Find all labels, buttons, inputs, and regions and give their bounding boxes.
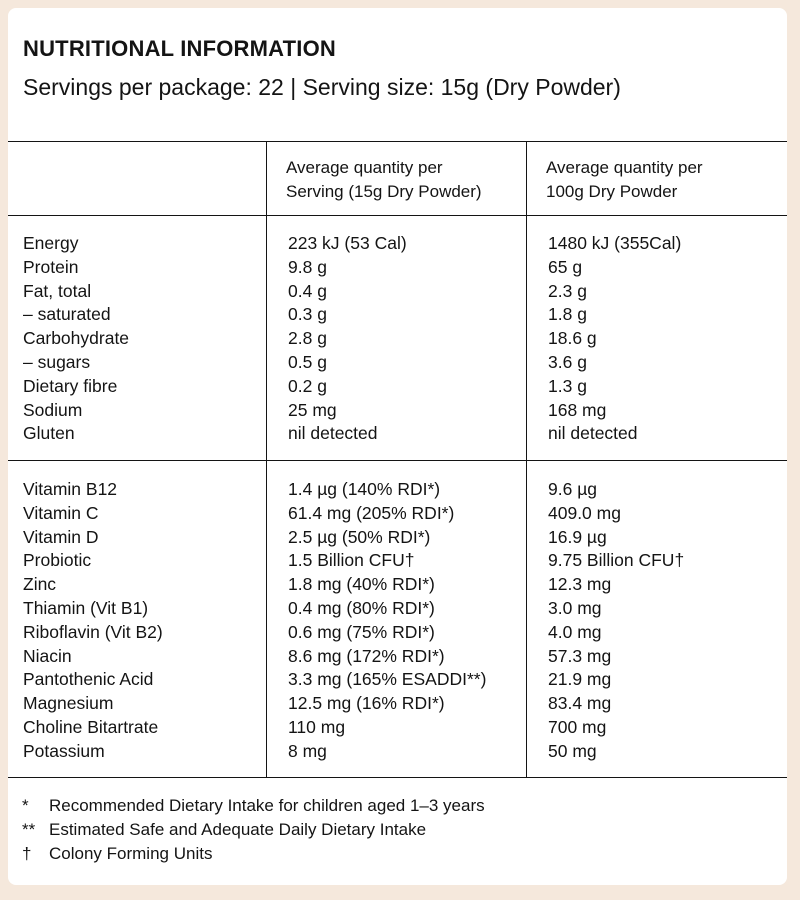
- per-serving-value: 0.5 g: [288, 351, 327, 372]
- per-100g-value: 3.0 mg: [548, 597, 602, 618]
- per-100g-value: 2.3 g: [548, 280, 587, 301]
- nutrient-name: Potassium: [23, 740, 105, 761]
- per-serving-value: 1.5 Billion CFU†: [288, 550, 415, 571]
- nutrient-name: – sugars: [23, 351, 91, 372]
- nutrient-name: Dietary fibre: [23, 375, 118, 396]
- per-100g-value: 409.0 mg: [548, 502, 621, 523]
- nutrient-name: Fat, total: [23, 280, 92, 301]
- nutrient-name: Gluten: [23, 423, 75, 444]
- micronutrient-names: [23, 478, 163, 764]
- per-100g-value: 4.0 mg: [548, 621, 602, 642]
- footnotes: [22, 794, 485, 866]
- nutrient-name: Vitamin C: [23, 502, 99, 523]
- per-100g-value: nil detected: [548, 423, 638, 444]
- per-serving-value: 8 mg: [288, 740, 327, 761]
- column-header-per-serving: Average quantity per Serving (15g Dry Powder): [286, 158, 482, 201]
- per-100g-value: 57.3 mg: [548, 645, 612, 666]
- footnote-text: Estimated Safe and Adequate Daily Dietary Intake: [49, 820, 427, 839]
- per-100g-value: 1.8 g: [548, 304, 587, 325]
- nutrient-name: Niacin: [23, 645, 72, 666]
- serving-info: Servings per package: 22 | Serving size: 15g (Dry Powder): [23, 74, 621, 100]
- per-100g-value: 3.6 g: [548, 351, 587, 372]
- per-serving-value: 110 mg: [288, 716, 346, 737]
- footnote-symbol: **: [22, 820, 36, 839]
- nutrient-name: Zinc: [23, 574, 57, 595]
- per-serving-value: 0.3 g: [288, 304, 327, 325]
- per-100g-value: 700 mg: [548, 716, 607, 737]
- nutrient-name: – saturated: [23, 304, 111, 325]
- micronutrient-per-serving: [288, 478, 486, 764]
- per-serving-value: 9.8 g: [288, 256, 327, 277]
- per-serving-value: 0.4 mg (80% RDI*): [288, 597, 435, 618]
- nutrient-name: Thiamin (Vit B1): [23, 597, 149, 618]
- table-bottom-rule: [8, 777, 787, 778]
- per-serving-value: 3.3 mg (165% ESADDI**): [288, 669, 487, 690]
- section-divider: [8, 460, 787, 461]
- column-divider-2: [526, 141, 527, 778]
- per-serving-value: 2.8 g: [288, 328, 327, 349]
- per-serving-value: 8.6 mg (172% RDI*): [288, 645, 445, 666]
- nutrient-name: Probiotic: [23, 550, 92, 571]
- nutrient-name: Riboflavin (Vit B2): [23, 621, 163, 642]
- header-divider: [8, 215, 787, 216]
- per-serving-value: 0.6 mg (75% RDI*): [288, 621, 435, 642]
- nutrient-name: Energy: [23, 233, 79, 253]
- macronutrient-names: [23, 232, 129, 446]
- per-100g-value: 50 mg: [548, 740, 597, 761]
- nutrient-name: Protein: [23, 256, 79, 277]
- per-serving-value: 2.5 µg (50% RDI*): [288, 526, 431, 547]
- per-serving-value: 12.5 mg (16% RDI*): [288, 693, 445, 714]
- per-100g-value: 18.6 g: [548, 328, 597, 349]
- per-serving-value: nil detected: [288, 423, 378, 444]
- per-100g-value: 9.75 Billion CFU†: [548, 550, 685, 571]
- column-divider-1: [266, 141, 267, 778]
- micronutrient-per-100g: [548, 478, 684, 764]
- per-serving-value: 61.4 mg (205% RDI*): [288, 502, 455, 523]
- footnote-text: Recommended Dietary Intake for children aged 1–3 years: [49, 796, 485, 815]
- footnote-symbol: *: [22, 796, 29, 815]
- nutrient-name: Choline Bitartrate: [23, 716, 159, 737]
- per-serving-value: 1.4 µg (140% RDI*): [288, 479, 441, 499]
- per-100g-value: 9.6 µg: [548, 479, 598, 499]
- footnote-symbol: †: [22, 844, 32, 863]
- per-100g-value: 12.3 mg: [548, 574, 612, 595]
- nutrition-panel: [8, 8, 787, 885]
- per-100g-value: 21.9 mg: [548, 669, 612, 690]
- macronutrient-per-100g: [548, 232, 681, 446]
- page-title: NUTRITIONAL INFORMATION: [23, 36, 336, 61]
- per-100g-value: 16.9 µg: [548, 526, 607, 547]
- nutrient-name: Sodium: [23, 399, 83, 420]
- per-serving-value: 1.8 mg (40% RDI*): [288, 574, 435, 595]
- per-serving-value: 0.4 g: [288, 280, 327, 301]
- nutrient-name: Vitamin B12: [23, 479, 118, 499]
- per-100g-value: 1480 kJ (355Cal): [548, 233, 682, 253]
- macronutrient-per-serving: [288, 232, 407, 446]
- column-header-per-100g: Average quantity per 100g Dry Powder: [546, 158, 703, 201]
- per-100g-value: 65 g: [548, 256, 583, 277]
- footnote: [22, 794, 485, 818]
- per-100g-value: 168 mg: [548, 399, 607, 420]
- nutrient-name: Magnesium: [23, 693, 114, 714]
- nutrient-name: Pantothenic Acid: [23, 669, 154, 690]
- per-serving-value: 223 kJ (53 Cal): [288, 233, 407, 253]
- table-top-rule: [8, 141, 787, 142]
- nutrient-name: Carbohydrate: [23, 328, 130, 349]
- per-serving-value: 25 mg: [288, 399, 337, 420]
- per-100g-value: 1.3 g: [548, 375, 587, 396]
- per-serving-value: 0.2 g: [288, 375, 327, 396]
- per-100g-value: 83.4 mg: [548, 693, 612, 714]
- footnote: [22, 818, 485, 842]
- nutrient-name: Vitamin D: [23, 526, 99, 547]
- footnote: [22, 842, 485, 866]
- footnote-text: Colony Forming Units: [49, 844, 213, 863]
